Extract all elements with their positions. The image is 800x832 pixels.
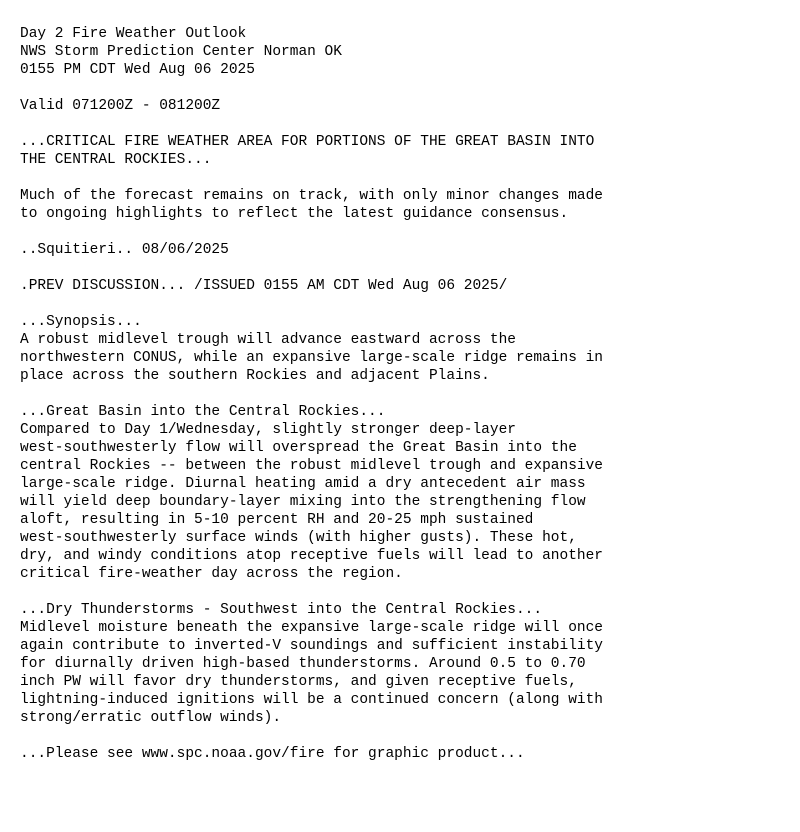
great-basin-line: central Rockies -- between the robust midlevel trough and expansive — [20, 458, 603, 474]
dry-thunderstorms-line: inch PW will favor dry thunderstorms, and given receptive fuels, — [20, 674, 577, 690]
outlook-document — [20, 25, 790, 763]
spacer — [20, 79, 790, 97]
issuing-office: NWS Storm Prediction Center Norman OK — [20, 44, 342, 60]
spacer — [20, 583, 790, 601]
dry-thunderstorms-line: again contribute to inverted-V soundings and sufficient instability — [20, 638, 603, 654]
valid-period: Valid 071200Z - 081200Z — [20, 98, 221, 114]
spacer — [20, 169, 790, 187]
great-basin-line: aloft, resulting in 5-10 percent RH and 20-25 mph sustained — [20, 512, 534, 528]
great-basin-line: west-southwesterly flow will overspread the Great Basin into the — [20, 440, 577, 456]
previous-discussion-header: .PREV DISCUSSION... /ISSUED 0155 AM CDT Wed Aug 06 2025/ — [20, 278, 508, 294]
synopsis-heading: ...Synopsis... — [20, 314, 142, 330]
dry-thunderstorms-line: lightning-induced ignitions will be a continued concern (along with — [20, 692, 603, 708]
synopsis-line: northwestern CONUS, while an expansive large-scale ridge remains in — [20, 350, 603, 366]
spacer — [20, 259, 790, 277]
great-basin-line: critical fire-weather day across the region. — [20, 566, 403, 582]
summary-line: Much of the forecast remains on track, with only minor changes made — [20, 188, 603, 204]
great-basin-line: will yield deep boundary-layer mixing into the strengthening flow — [20, 494, 586, 510]
dry-thunderstorms-line: for diurnally driven high-based thunderstorms. Around 0.5 to 0.70 — [20, 656, 586, 672]
synopsis-line: A robust midlevel trough will advance eastward across the — [20, 332, 516, 348]
product-title: Day 2 Fire Weather Outlook — [20, 26, 247, 42]
spacer — [20, 115, 790, 133]
great-basin-line: west-southwesterly surface winds (with higher gusts). These hot, — [20, 530, 577, 546]
dry-thunderstorms-line: strong/erratic outflow winds). — [20, 710, 282, 726]
great-basin-heading: ...Great Basin into the Central Rockies... — [20, 404, 386, 420]
spacer — [20, 385, 790, 403]
issue-time: 0155 PM CDT Wed Aug 06 2025 — [20, 62, 255, 78]
dry-thunderstorms-heading: ...Dry Thunderstorms - Southwest into the Central Rockies... — [20, 602, 543, 618]
summary-line: to ongoing highlights to reflect the latest guidance consensus. — [20, 206, 569, 222]
forecaster-signature: ..Squitieri.. 08/06/2025 — [20, 242, 229, 258]
great-basin-line: dry, and windy conditions atop receptive fuels will lead to another — [20, 548, 603, 564]
spacer — [20, 727, 790, 745]
spacer — [20, 295, 790, 313]
dry-thunderstorms-line: Midlevel moisture beneath the expansive large-scale ridge will once — [20, 620, 603, 636]
headline-line: ...CRITICAL FIRE WEATHER AREA FOR PORTIONS OF THE GREAT BASIN INTO — [20, 134, 595, 150]
graphic-product-footer: ...Please see www.spc.noaa.gov/fire for graphic product... — [20, 746, 525, 762]
great-basin-line: Compared to Day 1/Wednesday, slightly stronger deep-layer — [20, 422, 516, 438]
synopsis-line: place across the southern Rockies and adjacent Plains. — [20, 368, 490, 384]
great-basin-line: large-scale ridge. Diurnal heating amid a dry antecedent air mass — [20, 476, 586, 492]
spacer — [20, 223, 790, 241]
headline-line: THE CENTRAL ROCKIES... — [20, 152, 212, 168]
